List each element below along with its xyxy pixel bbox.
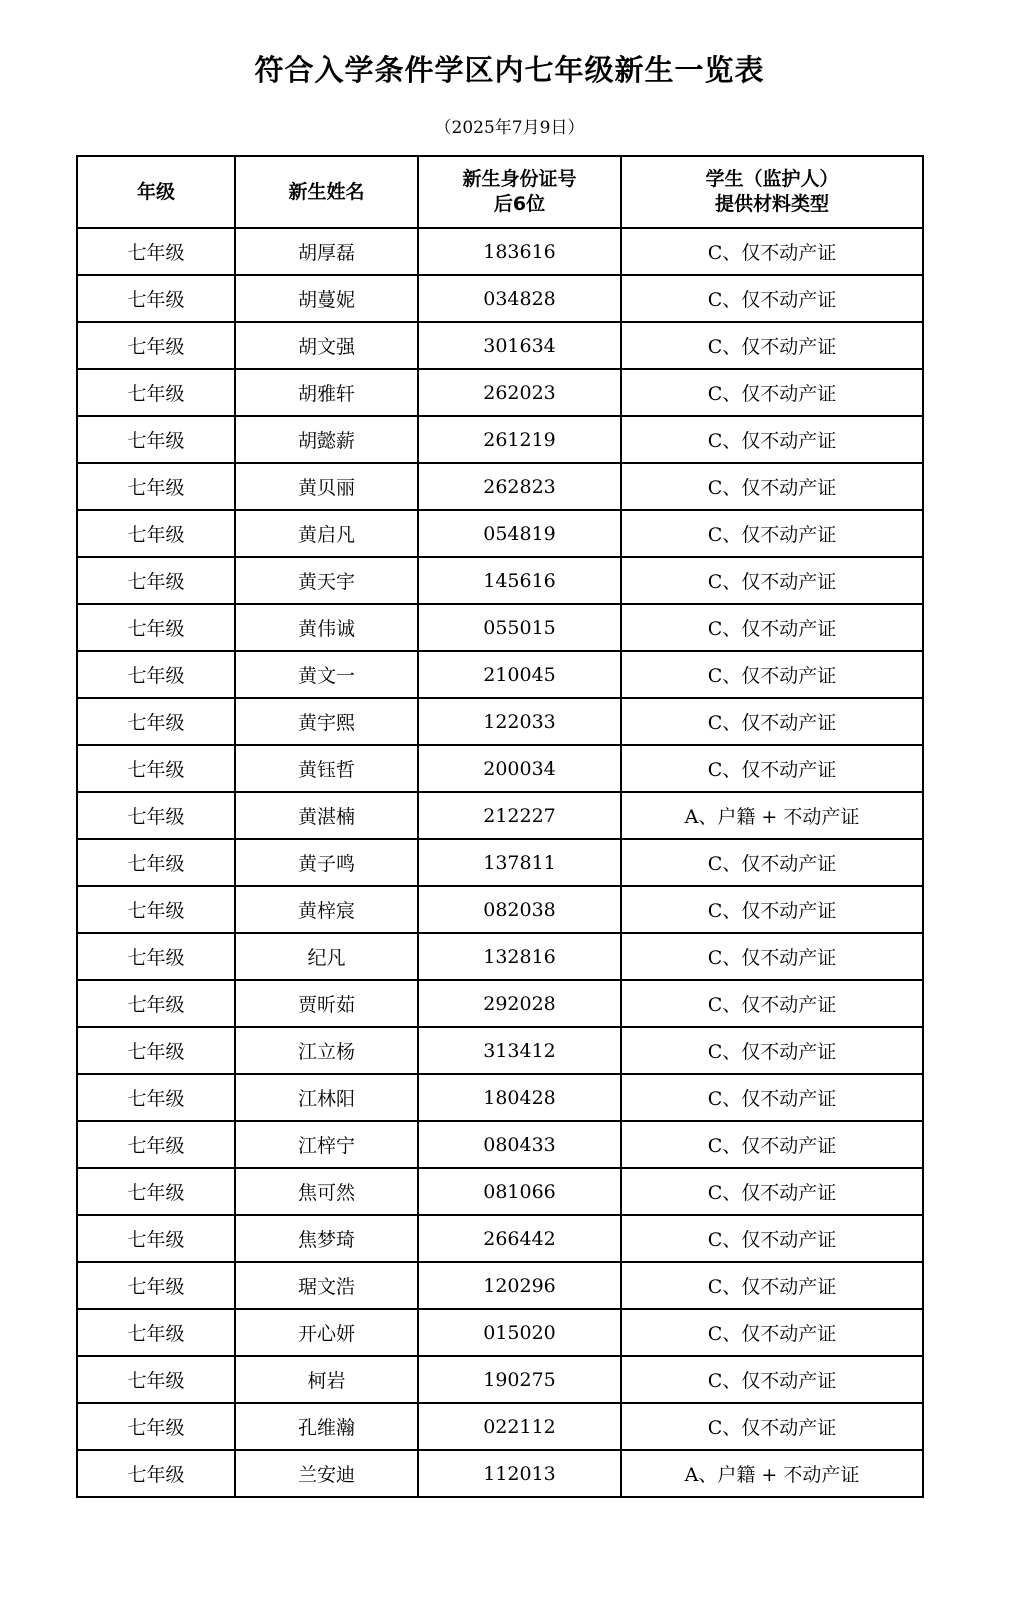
header-student-name [235,156,418,228]
student-name-cell: 孔维瀚 [235,1403,418,1450]
table-row [77,463,923,510]
grade-cell: 七年级 [77,1027,235,1074]
material-type-cell: C、仅不动产证 [621,1027,923,1074]
id-last6-cell: 301634 [418,322,621,369]
table-row [77,1403,923,1450]
id-last6-cell: 137811 [418,839,621,886]
id-last6-cell: 180428 [418,1074,621,1121]
student-name-cell: 贾昕茹 [235,980,418,1027]
student-name-cell: 黄子鸣 [235,839,418,886]
material-type-cell: C、仅不动产证 [621,1168,923,1215]
header-grade [77,156,235,228]
table-row [77,1215,923,1262]
table-row [77,275,923,322]
student-name-cell: 胡文强 [235,322,418,369]
material-type-cell: C、仅不动产证 [621,698,923,745]
id-last6-cell: 212227 [418,792,621,839]
table-row [77,416,923,463]
header-material-type-line1: 学生（监护人） [705,168,839,190]
table-row [77,792,923,839]
table-row [77,228,923,275]
student-name-cell: 黄钰哲 [235,745,418,792]
id-last6-cell: 080433 [418,1121,621,1168]
grade-cell: 七年级 [77,839,235,886]
grade-cell: 七年级 [77,322,235,369]
id-last6-cell: 262023 [418,369,621,416]
table-row [77,604,923,651]
material-type-cell: A、户籍 + 不动产证 [621,792,923,839]
grade-cell: 七年级 [77,651,235,698]
id-last6-cell: 266442 [418,1215,621,1262]
student-name-cell: 江立杨 [235,1027,418,1074]
header-material-type [621,156,923,228]
material-type-cell: C、仅不动产证 [621,1309,923,1356]
id-last6-cell: 120296 [418,1262,621,1309]
grade-cell: 七年级 [77,1121,235,1168]
grade-cell: 七年级 [77,933,235,980]
grade-cell: 七年级 [77,1450,235,1497]
id-last6-cell: 132816 [418,933,621,980]
material-type-cell: C、仅不动产证 [621,886,923,933]
table-row [77,557,923,604]
student-name-cell: 焦可然 [235,1168,418,1215]
material-type-cell: C、仅不动产证 [621,275,923,322]
table-header [77,156,923,228]
student-name-cell: 胡蔓妮 [235,275,418,322]
material-type-cell: C、仅不动产证 [621,933,923,980]
id-last6-cell: 183616 [418,228,621,275]
material-type-cell: C、仅不动产证 [621,980,923,1027]
grade-cell: 七年级 [77,1309,235,1356]
header-material-type-line2: 提供材料类型 [714,193,829,215]
student-name-cell: 黄梓宸 [235,886,418,933]
id-last6-cell: 082038 [418,886,621,933]
material-type-cell: C、仅不动产证 [621,651,923,698]
publish-date: （2025年7月9日） [434,118,585,138]
table-row [77,322,923,369]
grade-cell: 七年级 [77,792,235,839]
student-name-cell: 焦梦琦 [235,1215,418,1262]
table-row [77,745,923,792]
id-last6-cell: 200034 [418,745,621,792]
student-name-cell: 黄宇熙 [235,698,418,745]
grade-cell: 七年级 [77,510,235,557]
id-last6-cell: 190275 [418,1356,621,1403]
id-last6-cell: 022112 [418,1403,621,1450]
id-last6-cell: 112013 [418,1450,621,1497]
student-name-cell: 琚文浩 [235,1262,418,1309]
grade-cell: 七年级 [77,980,235,1027]
material-type-cell: C、仅不动产证 [621,1262,923,1309]
student-name-cell: 胡懿薪 [235,416,418,463]
table-row [77,510,923,557]
grade-cell: 七年级 [77,228,235,275]
grade-cell: 七年级 [77,886,235,933]
material-type-cell: C、仅不动产证 [621,416,923,463]
header-student-name-label: 新生姓名 [288,180,365,203]
table-row [77,1074,923,1121]
grade-cell: 七年级 [77,463,235,510]
id-last6-cell: 081066 [418,1168,621,1215]
grade-cell: 七年级 [77,416,235,463]
grade-cell: 七年级 [77,1074,235,1121]
table-row [77,1262,923,1309]
id-last6-cell: 145616 [418,557,621,604]
grade-cell: 七年级 [77,1262,235,1309]
table-row [77,698,923,745]
material-type-cell: A、户籍 + 不动产证 [621,1450,923,1497]
material-type-cell: C、仅不动产证 [621,604,923,651]
grade-cell: 七年级 [77,369,235,416]
header-grade-label: 年级 [136,180,175,203]
id-last6-cell: 261219 [418,416,621,463]
grade-cell: 七年级 [77,604,235,651]
table-row [77,1450,923,1497]
material-type-cell: C、仅不动产证 [621,839,923,886]
table-row [77,886,923,933]
grade-cell: 七年级 [77,275,235,322]
id-last6-cell: 313412 [418,1027,621,1074]
student-name-cell: 黄贝丽 [235,463,418,510]
material-type-cell: C、仅不动产证 [621,557,923,604]
material-type-cell: C、仅不动产证 [621,745,923,792]
id-last6-cell: 210045 [418,651,621,698]
material-type-cell: C、仅不动产证 [621,510,923,557]
material-type-cell: C、仅不动产证 [621,1356,923,1403]
id-last6-cell: 292028 [418,980,621,1027]
material-type-cell: C、仅不动产证 [621,369,923,416]
grade-cell: 七年级 [77,557,235,604]
material-type-cell: C、仅不动产证 [621,1215,923,1262]
student-name-cell: 黄启凡 [235,510,418,557]
grade-cell: 七年级 [77,745,235,792]
table-row [77,1121,923,1168]
id-last6-cell: 054819 [418,510,621,557]
student-name-cell: 江梓宁 [235,1121,418,1168]
header-id-last6-line1: 新生身份证号 [462,168,577,190]
table-row [77,839,923,886]
student-name-cell: 纪凡 [235,933,418,980]
student-name-cell: 黄天宇 [235,557,418,604]
id-last6-cell: 262823 [418,463,621,510]
table-row [77,1356,923,1403]
student-name-cell: 胡厚磊 [235,228,418,275]
grade-cell: 七年级 [77,1215,235,1262]
material-type-cell: C、仅不动产证 [621,1121,923,1168]
page-title: 符合入学条件学区内七年级新生一览表 [254,53,765,87]
table-row [77,1309,923,1356]
id-last6-cell: 122033 [418,698,621,745]
student-name-cell: 胡雅轩 [235,369,418,416]
student-name-cell: 江林阳 [235,1074,418,1121]
header-row [77,156,923,228]
table-row [77,1027,923,1074]
student-name-cell: 黄伟诚 [235,604,418,651]
grade-cell: 七年级 [77,1403,235,1450]
student-table [76,155,924,1498]
student-name-cell: 开心妍 [235,1309,418,1356]
table-row [77,980,923,1027]
student-name-cell: 柯岩 [235,1356,418,1403]
grade-cell: 七年级 [77,1168,235,1215]
header-id-last6 [418,156,621,228]
grade-cell: 七年级 [77,1356,235,1403]
id-last6-cell: 034828 [418,275,621,322]
id-last6-cell: 055015 [418,604,621,651]
table-row [77,1168,923,1215]
table-body [77,228,923,1497]
material-type-cell: C、仅不动产证 [621,322,923,369]
table-row [77,933,923,980]
material-type-cell: C、仅不动产证 [621,463,923,510]
table-row [77,369,923,416]
material-type-cell: C、仅不动产证 [621,1074,923,1121]
grade-cell: 七年级 [77,698,235,745]
material-type-cell: C、仅不动产证 [621,1403,923,1450]
header-id-last6-line2: 后6位 [493,193,546,215]
id-last6-cell: 015020 [418,1309,621,1356]
student-name-cell: 兰安迪 [235,1450,418,1497]
material-type-cell: C、仅不动产证 [621,228,923,275]
student-name-cell: 黄湛楠 [235,792,418,839]
table-row [77,651,923,698]
student-name-cell: 黄文一 [235,651,418,698]
